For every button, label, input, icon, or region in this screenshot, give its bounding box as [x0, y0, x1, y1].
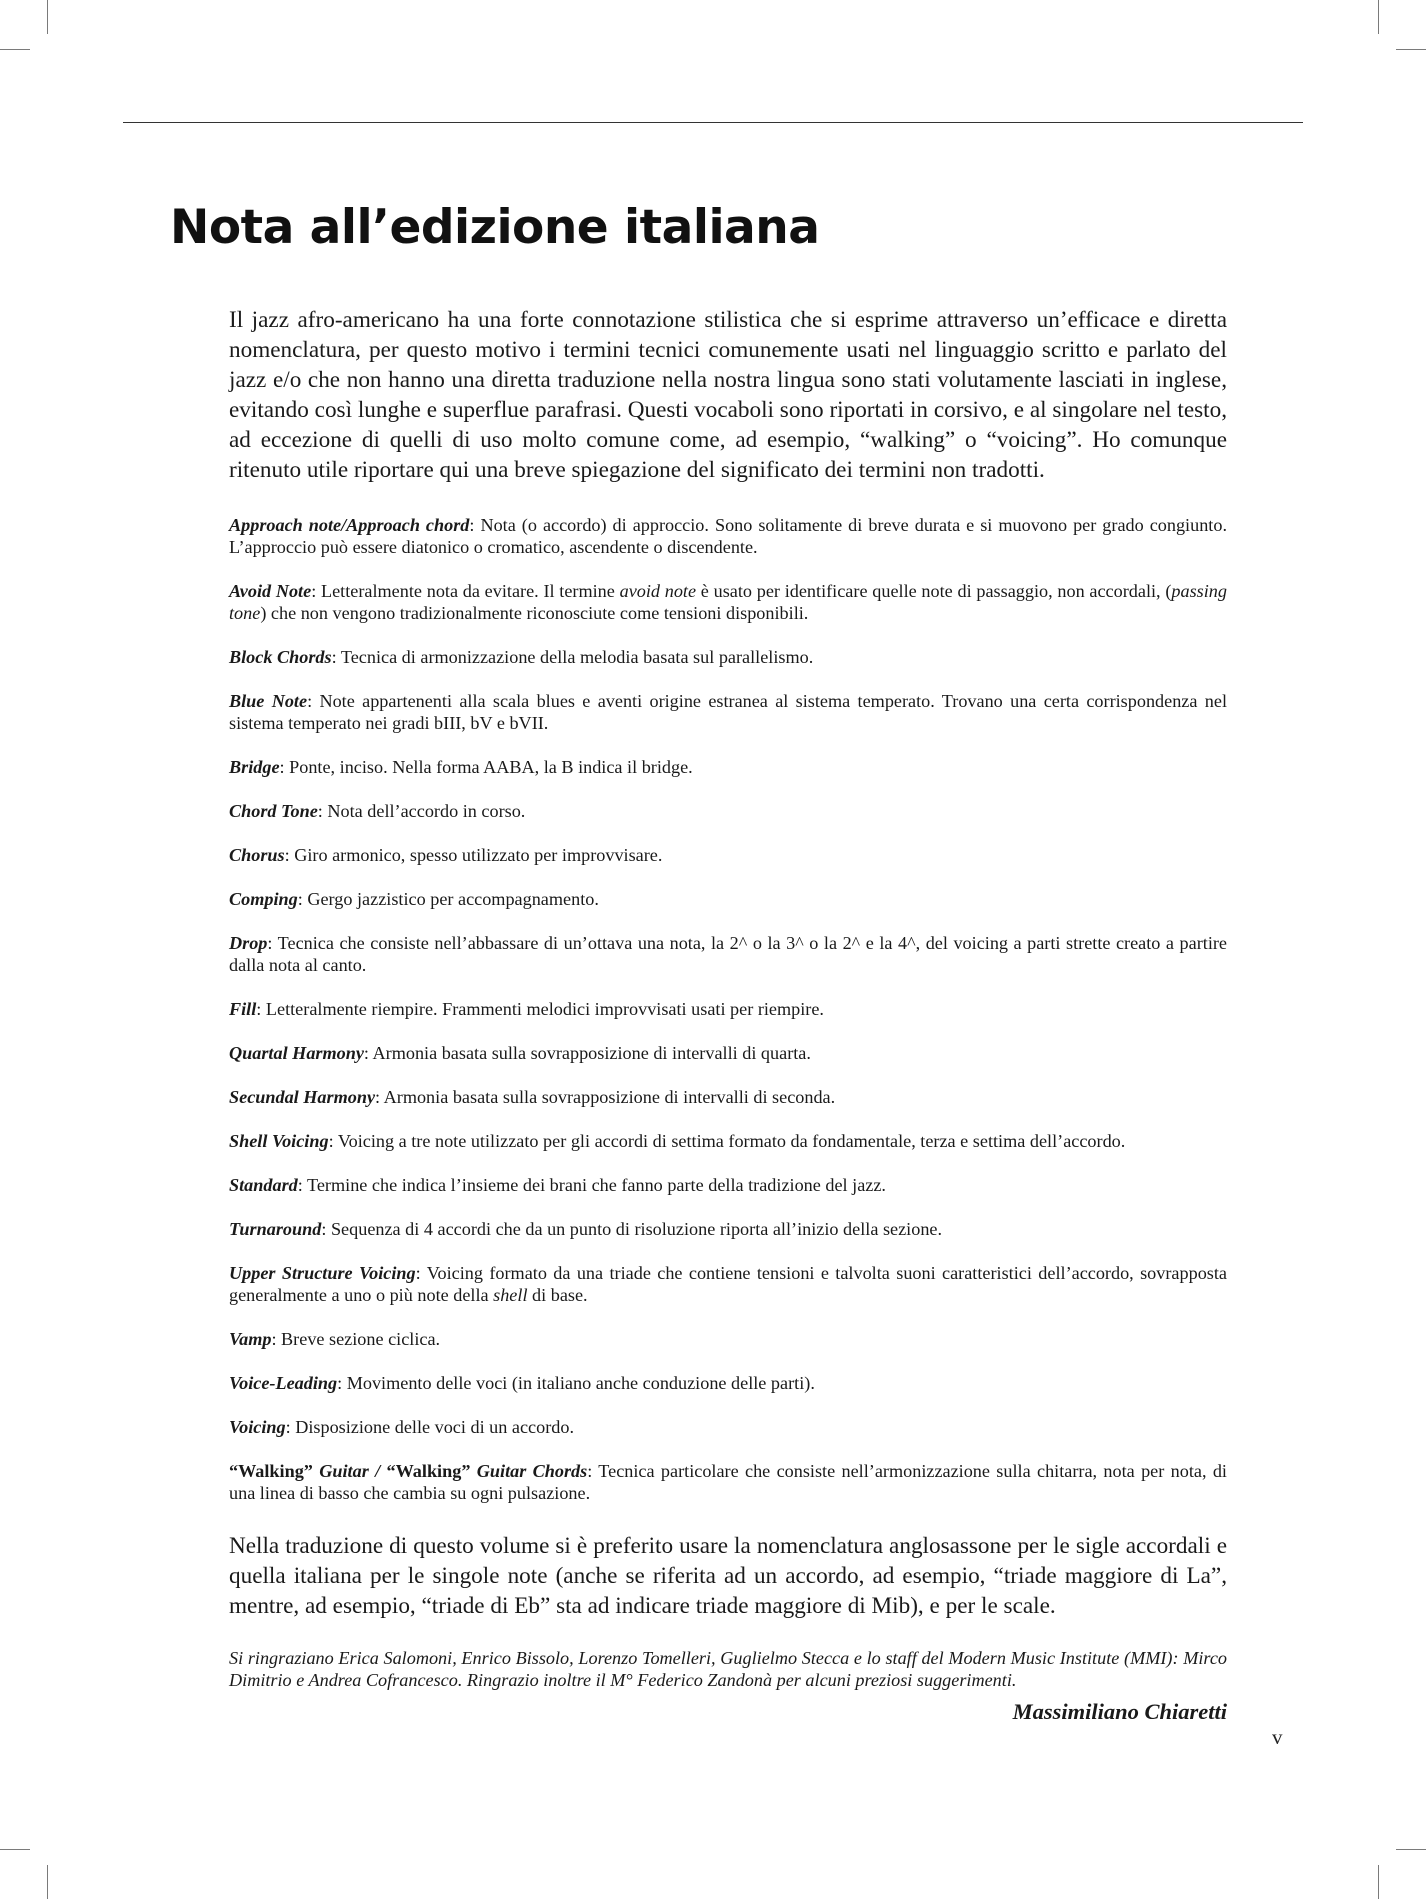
glossary-item [229, 1262, 1227, 1306]
glossary-term: Approach note/Approach chord [229, 515, 470, 535]
glossary-item [229, 514, 1227, 558]
glossary-item [229, 888, 1227, 910]
header-rule [123, 122, 1303, 123]
crop-mark [0, 1849, 30, 1850]
glossary-term: Turnaround [229, 1219, 322, 1239]
glossary-definition: di base. [527, 1285, 588, 1305]
crop-mark [1378, 1865, 1379, 1899]
glossary-definition: : Tecnica che consiste nell’abbassare di un’ottava una nota, la 2^ o la 3^ o la 2^ e la 4^, del voicing a parti strette creato a partire dalla nota al canto. [229, 933, 1227, 975]
glossary-definition: : Movimento delle voci (in italiano anche conduzione delle parti). [337, 1373, 815, 1393]
glossary-definition: : Termine che indica l’insieme dei brani che fanno parte della tradizione del jazz. [297, 1175, 886, 1195]
glossary-list [229, 514, 1227, 1504]
glossary-item [229, 690, 1227, 734]
crop-mark [47, 1865, 48, 1899]
acknowledgements: Si ringraziano Erica Salomoni, Enrico Bissolo, Lorenzo Tomelleri, Guglielmo Stecca e lo staff del Modern Music Institute (MMI): Mirco Dimitrio e Andrea Cofrancesco. Ringrazio inoltre il M° Federico Zandonà per alcuni preziosi suggerimenti. [229, 1648, 1227, 1690]
glossary-definition: : Letteralmente nota da evitare. Il termine [311, 581, 620, 601]
crop-mark [1378, 0, 1379, 34]
glossary-item [229, 646, 1227, 668]
glossary-emphasis: avoid note [619, 581, 697, 601]
glossary-term: Upper Structure Voicing [229, 1263, 416, 1283]
glossary-item [229, 998, 1227, 1020]
glossary-term: Quartal Harmony [229, 1043, 364, 1063]
glossary-definition: : Gergo jazzistico per accompagnamento. [297, 889, 599, 909]
author-signature: Massimiliano Chiaretti [1012, 1699, 1227, 1724]
glossary-emphasis: shell [493, 1285, 528, 1305]
glossary-term: Drop [229, 933, 268, 953]
glossary-definition: : Tecnica di armonizzazione della melodia basata sul parallelismo. [331, 647, 814, 667]
glossary-item [229, 1416, 1227, 1438]
glossary-definition: : Note appartenenti alla scala blues e aventi origine estranea al sistema temperato. Trovano una certa corrispondenza nel sistema temperato nei gradi bIII, bV e bVII. [229, 691, 1227, 733]
glossary-item [229, 1174, 1227, 1196]
glossary-definition: ) che non vengono tradizionalmente riconosciute come tensioni disponibili. [260, 603, 809, 623]
glossary-term: Shell Voicing [229, 1131, 329, 1151]
crop-mark [1396, 49, 1426, 50]
glossary-term: Fill [229, 999, 257, 1019]
glossary-definition: è usato per identificare quelle note di passaggio, non accordali, ( [696, 581, 1172, 601]
translation-note-paragraph: Nella traduzione di questo volume si è preferito usare la nomenclatura anglosassone per le sigle accordali e quella italiana per le singole note (anche se riferita ad un accordo, ad esempio, “triade maggiore di La”, mentre, ad esempio, “triade di Eb” sta ad indicare triade maggiore di Mib), e per le scale. [229, 1533, 1227, 1619]
glossary-term: Chorus [229, 845, 285, 865]
intro-paragraph: Il jazz afro-americano ha una forte connotazione stilistica che si esprime attraverso un’efficace e diretta nomenclatura, per questo motivo i termini tecnici comunemente usati nel linguaggio scritto e parlato del jazz e/o che non hanno una diretta traduzione nella nostra lingua sono stati volutamente lasciati in inglese, evitando così lunghe e superflue parafrasi. Questi vocaboli sono riportati in corsivo, e al singolare nel testo, ad eccezione di quelli di uso molto comune come, ad esempio, “walking” o “voicing”. Ho comunque ritenuto utile riportare qui una breve spiegazione del significato dei termini non tradotti. [229, 307, 1227, 483]
glossary-item [229, 1328, 1227, 1350]
glossary-definition: : Armonia basata sulla sovrapposizione di intervalli di seconda. [375, 1087, 836, 1107]
glossary-item [229, 800, 1227, 822]
page-number: v [1272, 1725, 1283, 1749]
glossary-definition: : Ponte, inciso. Nella forma AABA, la B indica il bridge. [279, 757, 693, 777]
glossary-term: Guitar Chords [470, 1461, 588, 1481]
glossary-item [229, 1372, 1227, 1394]
glossary-term: Guitar / [312, 1461, 387, 1481]
glossary-definition: : Disposizione delle voci di un accordo. [285, 1417, 575, 1437]
glossary-term: Voicing [229, 1417, 286, 1437]
main-content [229, 305, 1227, 1725]
crop-mark [47, 0, 48, 34]
glossary-item [229, 1218, 1227, 1240]
glossary-emphasis: passing tone [229, 581, 1227, 623]
glossary-term: Blue Note [229, 691, 308, 711]
crop-mark [0, 49, 30, 50]
glossary-term: Secundal Harmony [229, 1087, 376, 1107]
glossary-term: Bridge [229, 757, 280, 777]
glossary-term: “Walking” [386, 1461, 471, 1481]
glossary-definition: : Tecnica particolare che consiste nell’armonizzazione sulla chitarra, nota per nota, di una linea di basso che cambia su ogni pulsazione. [229, 1461, 1227, 1503]
glossary-term: Chord Tone [229, 801, 318, 821]
glossary-definition: : Giro armonico, spesso utilizzato per improvvisare. [284, 845, 663, 865]
glossary-term: Vamp [229, 1329, 272, 1349]
glossary-term: “Walking” [229, 1461, 313, 1481]
glossary-term: Block Chords [229, 647, 332, 667]
glossary-item [229, 844, 1227, 866]
glossary-definition: : Sequenza di 4 accordi che da un punto di risoluzione riporta all’inizio della sezione. [321, 1219, 943, 1239]
glossary-definition: : Nota dell’accordo in corso. [317, 801, 526, 821]
glossary-term: Avoid Note [229, 581, 312, 601]
glossary-item [229, 932, 1227, 976]
glossary-definition: : Voicing formato da una triade che contiene tensioni e talvolta suoni caratteristici dell’accordo, sovrapposta generalmente a uno o più note della [229, 1263, 1227, 1305]
glossary-definition: : Armonia basata sulla sovrapposizione di intervalli di quarta. [363, 1043, 811, 1063]
glossary-item [229, 756, 1227, 778]
glossary-item [229, 1086, 1227, 1108]
glossary-item [229, 1130, 1227, 1152]
glossary-term: Voice-Leading [229, 1373, 338, 1393]
glossary-definition: : Voicing a tre note utilizzato per gli accordi di settima formato da fondamentale, terza e settima dell’accordo. [328, 1131, 1126, 1151]
glossary-term: Standard [229, 1175, 298, 1195]
glossary-item [229, 580, 1227, 624]
glossary-item [229, 1460, 1227, 1504]
glossary-term: Comping [229, 889, 298, 909]
glossary-definition: : Nota (o accordo) di approccio. Sono solitamente di breve durata e si muovono per grado congiunto. L’approccio può essere diatonico o cromatico, ascendente o discendente. [229, 515, 1227, 557]
crop-mark [1396, 1849, 1426, 1850]
glossary-definition: : Breve sezione ciclica. [271, 1329, 441, 1349]
page-title: Nota all’edizione italiana [170, 200, 820, 255]
glossary-item [229, 1042, 1227, 1064]
glossary-definition: : Letteralmente riempire. Frammenti melodici improvvisati usati per riempire. [256, 999, 824, 1019]
